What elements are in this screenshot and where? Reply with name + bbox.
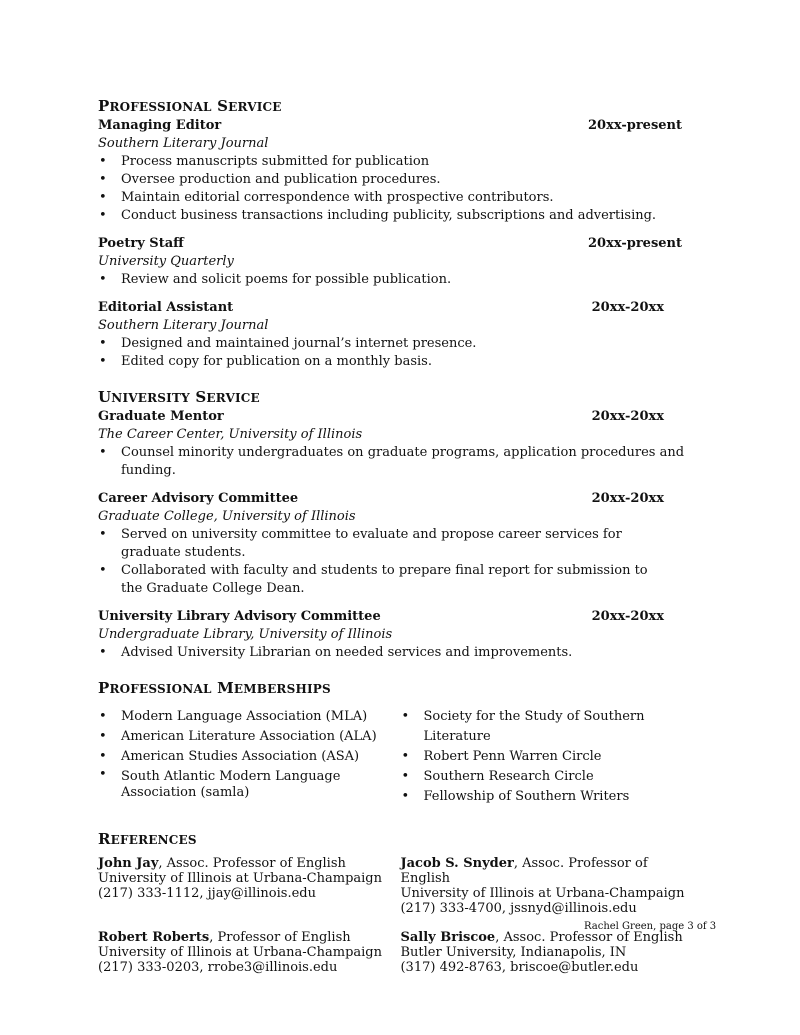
reference-name: Jacob S. Snyder <box>400 856 514 871</box>
entry-managing-editor <box>98 117 698 225</box>
title-rest: EMBERSHIPS <box>233 682 331 696</box>
bullet-list <box>98 335 698 371</box>
reference-title: , Professor of English <box>209 930 351 945</box>
reference-name: Sally Briscoe <box>400 930 496 945</box>
section-title-university-service <box>98 387 698 408</box>
title-initial: U <box>98 388 112 406</box>
list-item: • Counsel minority undergraduates on graduate programs, application procedures and funding. <box>98 444 698 480</box>
list-item: • Society for the Study of Southern Literature <box>400 707 698 747</box>
reference-org: University of Illinois at Urbana-Champaign <box>98 871 382 886</box>
reference-entry <box>98 856 400 916</box>
memberships-list-left <box>98 707 400 807</box>
resume-page <box>98 96 698 975</box>
entry-role: Graduate Mentor <box>98 409 224 424</box>
entry-org: Graduate College, University of Illinois <box>98 509 356 524</box>
reference-org: University of Illinois at Urbana-Champaign <box>400 886 685 901</box>
reference-entry <box>400 930 698 975</box>
reference-title: , Assoc. Professor of English <box>495 930 683 945</box>
reference-org: University of Illinois at Urbana-Champaign <box>98 945 382 960</box>
entry-dates: 20xx-20xx <box>591 491 664 506</box>
reference-contact: (217) 333-4700, jssnyd@illinois.edu <box>400 901 637 916</box>
entry-editorial-assistant <box>98 299 698 371</box>
entry-dates: 20xx-20xx <box>591 409 664 424</box>
entry-role: Editorial Assistant <box>98 300 234 315</box>
entry-org: Southern Literary Journal <box>98 136 269 151</box>
title-rest: ROFESSIONAL <box>109 682 212 696</box>
title-rest: ERVICE <box>228 100 282 114</box>
reference-title: , Assoc. Professor of English <box>158 856 346 871</box>
entry-poetry-staff <box>98 235 698 289</box>
entry-dates: 20xx-20xx <box>591 609 664 624</box>
entry-graduate-mentor <box>98 408 698 480</box>
list-item: • Advised University Librarian on needed services and improvements. <box>98 644 698 662</box>
title-initial: P <box>98 97 110 115</box>
list-item: • Process manuscripts submitted for publication <box>98 153 698 171</box>
reference-name: Robert Roberts <box>98 930 210 945</box>
title-initial: R <box>98 830 111 848</box>
list-item: • Oversee production and publication procedures. <box>98 171 698 189</box>
title-initial: P <box>98 679 110 697</box>
title-rest: NIVERSITY <box>111 391 190 405</box>
bullet-list <box>98 271 698 289</box>
list-item: • Maintain editorial correspondence with prospective contributors. <box>98 189 698 207</box>
list-item: • Edited copy for publication on a monthly basis. <box>98 353 698 371</box>
page-footer: Rachel Green, page 3 of 3 <box>584 921 717 932</box>
entry-career-advisory-committee <box>98 490 698 598</box>
entry-role: University Library Advisory Committee <box>98 609 381 624</box>
list-item: • Southern Research Circle <box>400 767 698 787</box>
reference-org: Butler University, Indianapolis, IN <box>400 945 627 960</box>
reference-title: , Assoc. Professor of English <box>400 856 648 886</box>
list-item: • Robert Penn Warren Circle <box>400 747 698 767</box>
list-item: • Collaborated with faculty and students to prepare final report for submission to the Graduate College Dean. <box>98 562 673 598</box>
references-row-1 <box>98 856 698 916</box>
entry-dates: 20xx-present <box>587 236 682 251</box>
entry-dates: 20xx-20xx <box>591 300 664 315</box>
list-item: • Review and solicit poems for possible publication. <box>98 271 698 289</box>
reference-name: John Jay <box>98 856 159 871</box>
section-title-references <box>98 829 698 850</box>
bullet-list <box>98 153 698 225</box>
reference-entry <box>98 930 400 975</box>
title-initial: S <box>195 388 207 406</box>
entry-role: Career Advisory Committee <box>98 491 299 506</box>
list-item: • Fellowship of Southern Writers <box>400 787 698 807</box>
list-item: • Modern Language Association (MLA) <box>98 707 400 727</box>
entry-dates: 20xx-present <box>587 118 682 133</box>
memberships-columns <box>98 707 698 807</box>
entry-org: Undergraduate Library, University of Illinois <box>98 627 393 642</box>
list-item: • American Studies Association (ASA) <box>98 747 400 767</box>
entry-org: Southern Literary Journal <box>98 318 269 333</box>
title-initial: M <box>217 679 234 697</box>
bullet-list <box>98 644 698 662</box>
list-item: • Served on university committee to evaluate and propose career services for graduate students. <box>98 526 673 562</box>
bullet-list <box>98 526 673 598</box>
list-item: • South Atlantic Modern Language Association (samla) <box>98 767 400 801</box>
section-title-professional-service <box>98 96 698 117</box>
entry-org: The Career Center, University of Illinois <box>98 427 363 442</box>
title-rest: EFERENCES <box>110 833 197 847</box>
memberships-list-right <box>400 707 698 807</box>
bullet-list <box>98 444 698 480</box>
reference-contact: (217) 333-0203, rrobe3@illinois.edu <box>98 960 338 975</box>
reference-contact: (317) 492-8763, briscoe@butler.edu <box>400 960 639 975</box>
title-rest: ERVICE <box>206 391 260 405</box>
title-initial: S <box>217 97 229 115</box>
list-item: • Conduct business transactions including publicity, subscriptions and advertising. <box>98 207 698 225</box>
section-title-professional-memberships <box>98 678 698 699</box>
list-item: • Designed and maintained journal’s internet presence. <box>98 335 698 353</box>
title-rest: ROFESSIONAL <box>109 100 212 114</box>
references-row-2 <box>98 930 698 975</box>
entry-org: University Quarterly <box>98 254 234 269</box>
list-item: • American Literature Association (ALA) <box>98 727 400 747</box>
entry-role: Managing Editor <box>98 118 222 133</box>
entry-role: Poetry Staff <box>98 236 184 251</box>
entry-library-advisory-committee <box>98 608 698 662</box>
reference-contact: (217) 333-1112, jjay@illinois.edu <box>98 886 316 901</box>
reference-entry <box>400 856 698 916</box>
